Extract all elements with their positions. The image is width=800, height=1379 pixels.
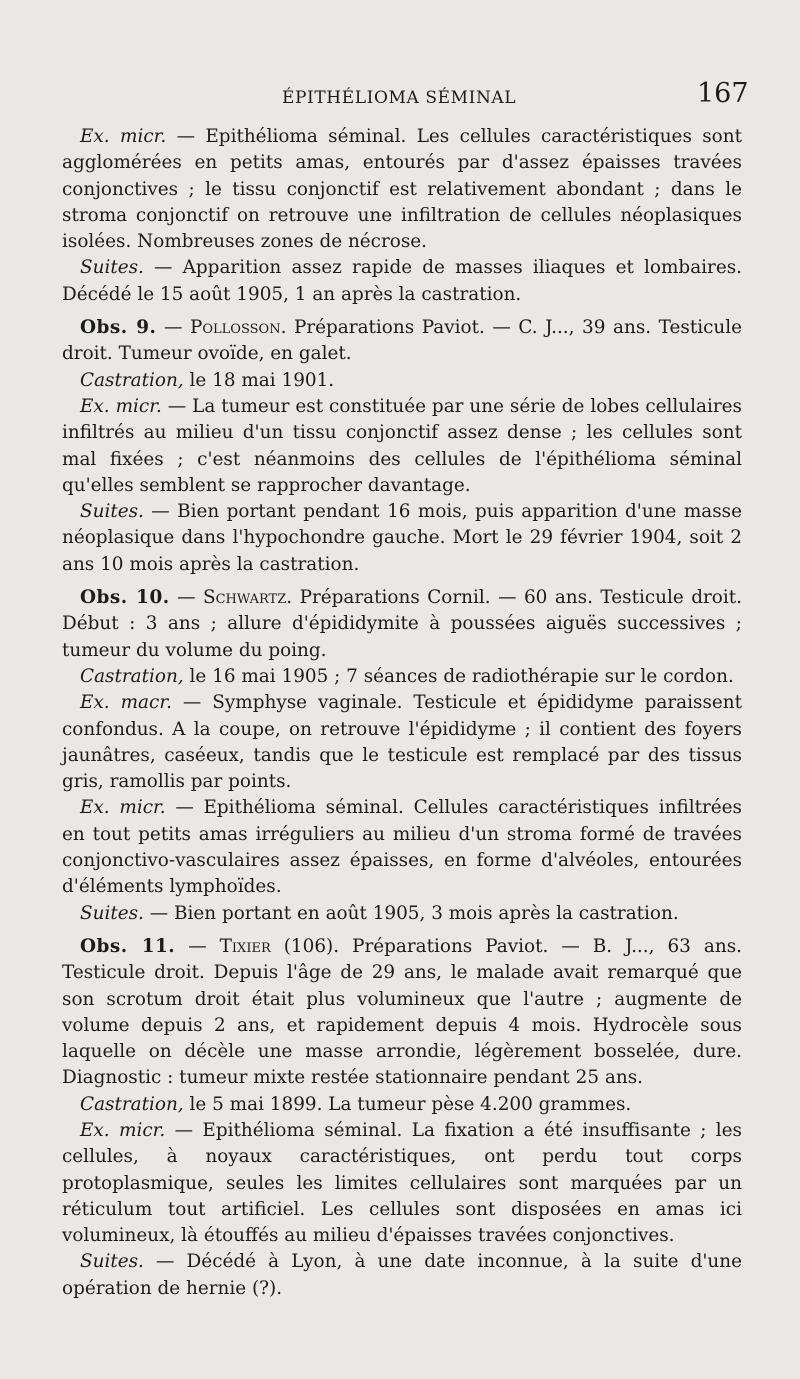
observation-heading: Obs. 11. — Tixier (106). Préparations Paviot. — B. J..., 63 ans. Testicule droit. Depuis l'âge de 29 ans, le malade avait remarqué que son scrotum droit était plus volumineux que l'autre ; augmente de volume depuis 2 ans, et rapidement depuis 4 mois. Hydrocèle sous laquelle on décèle une masse arrondie, légèrement bosselée, dure. Diagnostic : tumeur mixte restée stationnaire pendant 25 ans. (62, 935, 742, 1089)
paragraph: Ex. micr. — Epithélioma séminal. Les cellules caractéristiques sont agglomérées en petits amas, entourés par d'assez épaisses travées conjonctives ; le tissu conjonctif est relativement abondant ; dans le stroma conjonctif on retrouve une infiltration de cellules néoplasiques isolées. Nombreuses zones de nécrose. (62, 126, 742, 253)
paragraph: Castration, le 18 mai 1901. (80, 369, 335, 391)
paragraph: Suites. — Bien portant en août 1905, 3 mois après la castration. (80, 902, 679, 924)
observation-heading: Obs. 9. — Pollosson. Préparations Paviot. — C. J..., 39 ans. Testicule droit. Tumeur ovoïde, en galet. (62, 317, 743, 365)
observation-heading: Obs. 10. — Schwartz. Préparations Cornil. — 60 ans. Testicule droit. Début : 3 ans ; allure d'épididymite à poussées aiguës successives ; tumeur du volume du poing. (62, 587, 742, 661)
paragraph: Ex. micr. — La tumeur est constituée par une série de lobes cellulaires infiltrés au milieu d'un tissu conjonctif assez dense ; les cellules sont mal fixées ; c'est néanmoins des cellules de l'épithélioma séminal qu'elles semblent se rapprocher davantage. (62, 395, 742, 496)
paragraph: Suites. — Décédé à Lyon, à une date inconnue, à la suite d'une opération de hernie (?). (62, 1251, 742, 1299)
paragraph: Ex. micr. — Epithélioma séminal. Cellules caractéristiques infiltrées en tout petits amas irréguliers au milieu d'un stroma formé de travées conjonctivo-vasculaires assez épaisses, en forme d'alvéoles, entourées d'éléments lymphoïdes. (62, 797, 742, 898)
paragraph: Suites. — Apparition assez rapide de masses iliaques et lombaires. Décédé le 15 août 1905, 1 an après la castration. (62, 257, 742, 305)
page-body (62, 124, 742, 1302)
paragraph: Castration, le 16 mai 1905 ; 7 séances de radiothérapie sur le cordon. (80, 665, 734, 687)
page-header (0, 76, 800, 116)
paragraph: Suites. — Bien portant pendant 16 mois, puis apparition d'une masse néoplasique dans l'hypochondre gauche. Mort le 29 février 1904, soit 2 ans 10 mois après la castration. (62, 501, 742, 575)
paragraph: Castration, le 5 mai 1899. La tumeur pèse 4.200 grammes. (80, 1093, 632, 1115)
paragraph: Ex. macr. — Symphyse vaginale. Testicule et épididyme paraissent confondus. A la coupe, on retrouve l'épididyme ; il contient des foyers jaunâtres, caséeux, tandis que le testicule est remplacé par des tissus gris, ramollis par points. (62, 692, 742, 793)
running-title: ÉPITHÉLIOMA SÉMINAL (282, 88, 517, 108)
paragraph: Ex. micr. — Epithélioma séminal. La fixation a été insuffisante ; les cellules, à noyaux caractéristiques, ont perdu tout corps protoplasmique, seules les limites cellulaires sont marquées par un réticulum tout artificiel. Les cellules sont disposées en amas ici volumineux, là étouffés au milieu d'épaisses travées conjonctives. (62, 1119, 742, 1247)
page-number: 167 (697, 78, 749, 109)
